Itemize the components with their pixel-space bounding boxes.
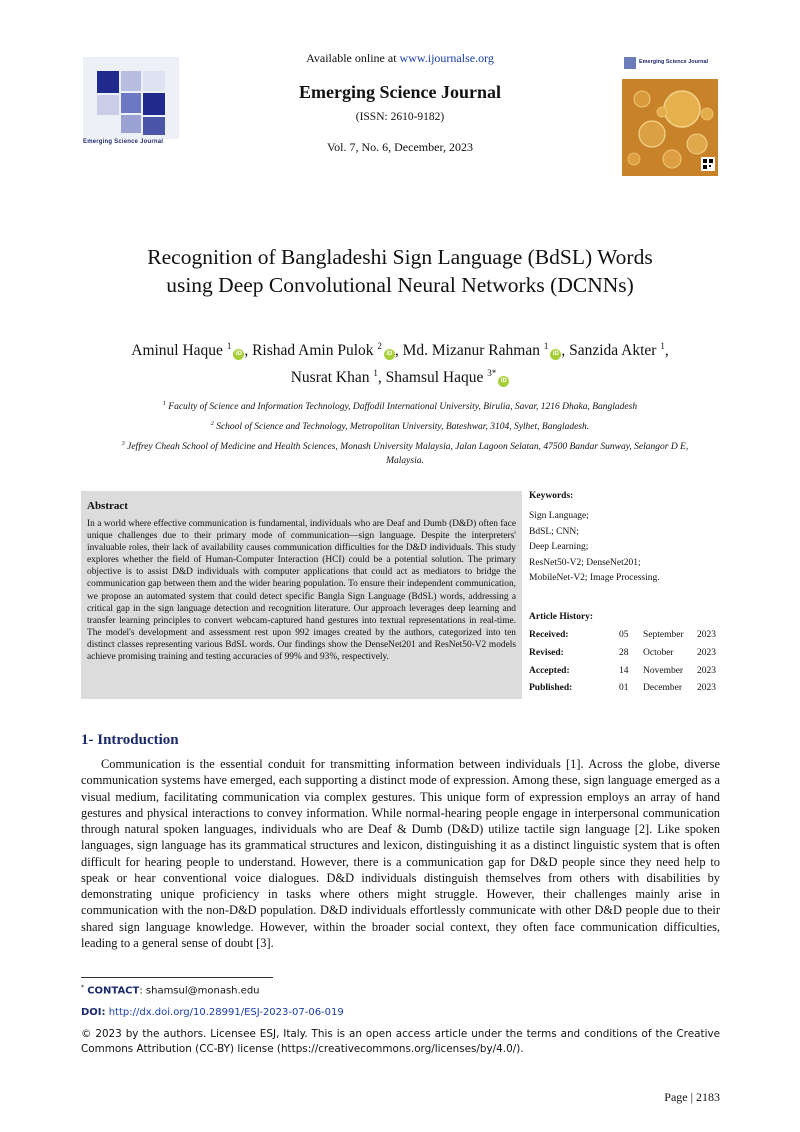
abstract-text: In a world where effective communication is fundamental, individuals who are Deaf and Dumb (D&D) often face unique challenges due to their primary mode of communication—sign language. Despite the interpreters' invaluable roles, their lack of availability causes communication difficulties for the D&D individuals. This study explores whether the field of Human-Computer Interaction (HCI) could be a potential solution. The primary objective is to assist D&D individuals with computer applications that could act as mediators to bridge the communication gap between them and the wider hearing population. To ensure their independent communication, we propose an automated system that could detect specific Bangla Sign Language (BdSL) words, addressing a critical gap in the sign language detection and recognition literature. Our approach leverages deep learning and transfer learning principles to convert webcam-captured hand gestures into textual representations in real-time. The model's development and assessment rest upon 992 images created by the authors, categorized into ten distinct classes representing various BdSL words. Our findings show the DenseNet201 and ResNet50-V2 models achieve promising training and testing accuracies of 99% and 93%, respectively. [87,519,516,663]
footnote-rule [81,977,273,978]
author-name: Rishad Amin Pulok [252,342,374,360]
history-month: November [643,665,684,676]
history-day: 14 [619,665,629,676]
keyword-item: Deep Learning; [529,542,589,552]
orcid-icon[interactable]: iD [498,376,509,387]
history-label: Accepted: [529,665,570,676]
abstract-box [81,491,522,699]
page-number: Page | 2183 [664,1090,720,1104]
orcid-icon[interactable]: iD [233,349,244,360]
history-month: December [643,683,683,694]
contact-label: CONTACT [87,985,140,997]
journal-logo [83,57,179,149]
author-affil-sup: 1 [543,341,549,351]
history-year: 2023 [697,665,716,676]
author-name: Md. Mizanur Rahman [402,342,540,360]
orcid-icon[interactable]: iD [384,349,395,360]
affiliation-2 [80,417,720,434]
cover-artwork [622,79,718,176]
affiliation-sup: 2 [210,421,214,427]
history-label: Published: [529,683,573,694]
journal-website-link[interactable]: www.ijournalse.org [399,51,494,65]
section-heading-introduction: 1- Introduction [81,732,179,748]
orcid-icon[interactable]: iD [550,349,561,360]
cover-logo-icon [624,57,636,69]
author-affil-sup: 3* [487,368,497,379]
issn: (ISSN: 2610-9182) [355,111,445,123]
article-history [529,630,724,701]
history-row-revised [529,648,724,666]
keyword-item: MobileNet-V2; Image Processing. [529,573,660,583]
history-row-accepted [529,666,724,684]
doi-link[interactable]: http://dx.doi.org/10.28991/ESJ-2023-07-06-019 [108,1007,344,1018]
history-label: Received: [529,630,569,640]
keyword-item: BdSL; CNN; [529,526,579,537]
affiliation-sup: 1 [162,401,166,407]
author-name: Aminul Haque [131,342,223,360]
logo-caption: Emerging Science Journal [83,139,164,145]
history-row-published [529,683,724,701]
history-year: 2023 [697,647,716,658]
journal-name: Emerging Science Journal [299,82,501,102]
history-month: September [643,630,684,640]
paper-title [100,243,700,299]
license-text: © 2023 by the authors. Licensee ESJ, Italy. This is an open access article under the terms and conditions of the Creative Commons Attribution (CC-BY) license (https://creativecommons.org/licenses/by/4.0/). [81,1028,720,1055]
affiliation-3 [110,437,700,468]
title-line-2: using Deep Convolutional Neural Networks (DCNNs) [166,273,634,297]
doi-label: DOI: [81,1007,106,1018]
cover-title: Emerging Science Journal [639,59,709,65]
article-history-heading: Article History: [529,612,594,622]
history-day: 01 [619,683,629,694]
history-label: Revised: [529,647,564,658]
author-affil-sup: 1 [660,341,665,351]
history-day: 05 [619,630,629,640]
author-affil-sup: 1 [373,368,378,379]
keywords-heading: Keywords: [529,491,574,501]
contact-footnote [81,984,260,996]
author-affil-sup: 1 [226,341,232,351]
history-row-received [529,630,724,648]
keyword-item: Sign Language; [529,511,589,521]
keyword-item: ResNet50-V2; DenseNet201; [529,557,641,568]
affiliation-1 [80,397,720,414]
contact-email[interactable]: : shamsul@monash.edu [139,985,260,997]
introduction-paragraph: Communication is the essential conduit for transmitting information between individuals [1]. Across the globe, diverse communication systems have emerged, each supporting a distinct mode of expression. Among these, sign language emerged as a visual medium, facilitating communication via complex gestures. This unique form of expression employs an array of hand gestures and physical interactions to convey information. While normal-hearing people engage in interpersonal communication through natural spoken languages, individuals who are Deaf & Dumb (D&D) utilize tactile sign language [2]. Like spoken languages, sign language has its grammatical structures and lexicon, distinguishing it as a distinct linguistic system that is often difficult for hearing people to understand. However, there is a communication gap for D&D people since they need help to speak or hear conventional voice dialogues. D&D individuals distinguish themselves from others with disabilities by demonstrating unique proficiency in tasks where others might struggle. However, their challenges mainly arise in communication with the non-D&D population. D&D individuals effortlessly communicate with other D&D people due to their shared sign language knowledge. However, within the broader social context, they often face communication difficulties, leading to a general sense of doubt [3]. [81,757,720,950]
keywords-panel [529,491,724,587]
affiliation-text: School of Science and Technology, Metropolitan University, Bateshwar, 3104, Sylhet, Bangladesh. [216,422,590,433]
affiliation-text: Jeffrey Cheah School of Medicine and Health Sciences, Monash University Malaysia, Jalan Lagoon Selatan, 47500 Bandar Sunway, Selangor D E, Malaysia. [127,442,689,467]
history-day: 28 [619,647,629,658]
author-name: Shamsul Haque [385,369,484,387]
volume-info: Vol. 7, No. 6, December, 2023 [327,140,473,154]
availability-prefix: Available online at [306,51,400,65]
authors-line-1: Aminul Haque $^1$iD , Rishad Amin Pulok $^2$iD , Md. Mizanur Rahman $^1$iD , Sanzida Akter $^1$, [131,341,669,360]
doi-line [81,1007,344,1018]
title-line-1: Recognition of Bangladeshi Sign Language (BdSL) Words [147,245,653,269]
abstract-heading: Abstract [87,500,128,512]
author-affil-sup: 2 [377,341,382,351]
author-list [60,335,740,389]
author-name: Sanzida Akter [569,342,657,360]
history-year: 2023 [697,630,716,640]
history-month: October [643,647,674,658]
history-year: 2023 [697,683,716,694]
contact-marker: * [81,984,84,991]
affiliation-text: Faculty of Science and Information Technology, Daffodil International University, Birulia, Savar, 1216 Dhaka, Bangladesh [168,402,638,413]
affiliation-sup: 3 [121,441,125,447]
cover-header [622,55,718,71]
author-name: Nusrat Khan [290,369,370,387]
journal-cover [622,44,718,176]
authors-line-2: Nusrat Khan $^1$, Shamsul Haque $^{3*}$iD [60,362,740,389]
